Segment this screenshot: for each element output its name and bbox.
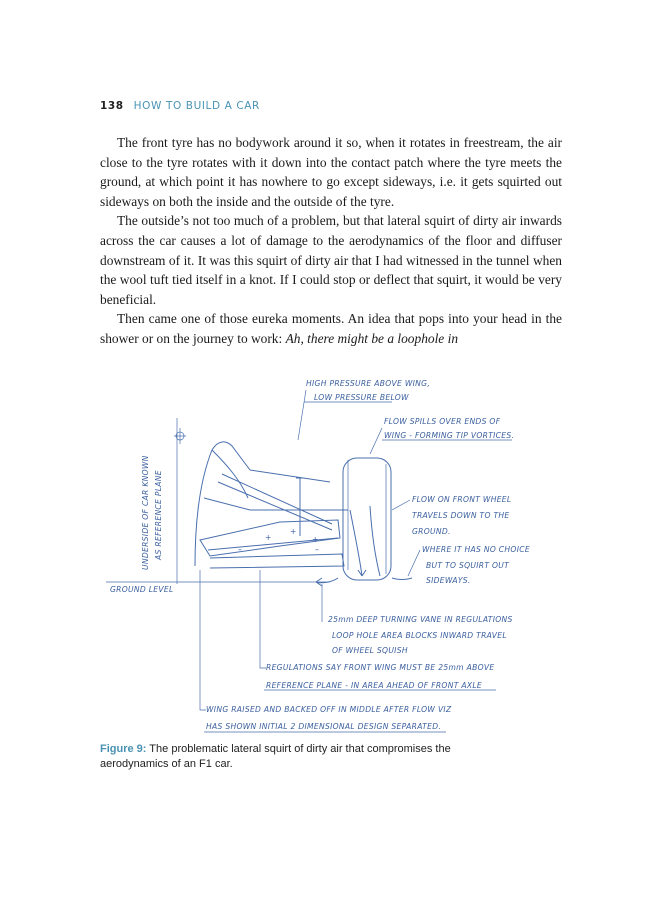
leader-wheel — [392, 500, 410, 510]
leader-choice — [408, 550, 420, 576]
leader-spill — [370, 428, 382, 454]
paragraph-2: The outside’s not too much of a problem, but that lateral squirt of dirty air inwards across the car causes a lot of damage to the aerodynamics of the floor and diffuser downstream of it. It was this squirt of dirty air that I had witnessed in the tunnel when the wool tuft tied itself in a knot. If I could stop or deflect that squirt, it would be very beneficial. — [100, 213, 562, 307]
note-regs-2: REFERENCE PLANE - IN AREA AHEAD OF FRONT AXLE — [266, 681, 482, 690]
upright — [296, 478, 304, 536]
running-head-title: HOW TO BUILD A CAR — [133, 100, 260, 112]
note-pressure-1: HIGH PRESSURE ABOVE WING, — [306, 379, 431, 388]
paragraph-1: The front tyre has no bodywork around it so, when it rotates in freestream, the air close to the tyre rotates with it down into the contact patch where the tyre meets the ground, at which point it has nowhere to go except sideways, i.e. it gets squirted out sideways on both the inside and the outside of the tyre. — [100, 135, 562, 209]
flow-arrow-down-2 — [370, 506, 380, 576]
leader-pressure — [298, 390, 306, 440]
paragraph-3 — [100, 309, 562, 348]
front-tyre — [343, 458, 391, 580]
flow-arrow-down — [350, 510, 366, 576]
figure-label: Figure 9: — [100, 743, 147, 755]
note-wheel-2: TRAVELS DOWN TO THE — [412, 511, 510, 520]
paragraph-3-italic: Ah, there might be a loophole in — [285, 330, 459, 346]
reference-plane — [204, 498, 348, 510]
front-wing-lower — [210, 554, 344, 568]
note-spill-1: FLOW SPILLS OVER ENDS OF — [384, 417, 501, 426]
page-number: 138 — [100, 100, 124, 112]
note-choice-1: WHERE IT HAS NO CHOICE — [422, 545, 530, 554]
note-choice-3: SIDEWAYS. — [426, 576, 471, 585]
plus-mark-1: + — [265, 533, 272, 542]
paragraph-3-lead: Then came one of those eureka moments. An idea that pops into your head in the shower or on the journey to work: — [100, 311, 562, 346]
ground-level-label: GROUND LEVEL — [110, 585, 174, 594]
tyre-sidewall — [348, 460, 386, 574]
front-wing-sketch — [100, 370, 562, 738]
leader-regs — [260, 570, 266, 668]
note-vane-3: OF WHEEL SQUISH — [332, 646, 408, 655]
plus-mark-3: + — [312, 535, 319, 544]
running-header — [100, 100, 260, 112]
figure-caption — [100, 742, 480, 772]
leader-raised — [200, 570, 206, 710]
note-wheel-1: FLOW ON FRONT WHEEL — [412, 495, 512, 504]
note-choice-2: BUT TO SQUIRT OUT — [426, 561, 510, 570]
note-pressure-2: LOW PRESSURE BELOW — [314, 393, 409, 402]
squirt-arrow-out — [392, 578, 412, 580]
plus-mark-2: + — [290, 527, 297, 536]
vertical-label-1: UNDERSIDE OF CAR KNOWN — [141, 455, 150, 570]
body-text — [100, 133, 562, 349]
note-vane-1: 25mm DEEP TURNING VANE IN REGULATIONS — [328, 615, 513, 624]
note-spill-2: WING - FORMING TIP VORTICES. — [384, 431, 515, 440]
vertical-label-2: AS REFERENCE PLANE — [154, 470, 163, 560]
note-wheel-3: GROUND. — [412, 527, 451, 536]
note-raised-1: WING RAISED AND BACKED OFF IN MIDDLE AFTER FLOW VIZ — [206, 705, 452, 714]
note-vane-2: LOOP HOLE AREA BLOCKS INWARD TRAVEL — [332, 631, 507, 640]
figure-sketch — [100, 370, 562, 738]
note-regs-1: REGULATIONS SAY FRONT WING MUST BE 25mm ABOVE — [266, 663, 495, 672]
minus-mark-2: – — [315, 545, 320, 554]
nose-inner — [212, 450, 248, 498]
centerline-symbol — [174, 428, 186, 444]
caption-text: The problematic lateral squirt of dirty air that compromises the aerodynamics of an F1 car. — [100, 743, 451, 770]
minus-mark-1: – — [238, 545, 243, 554]
note-raised-2: HAS SHOWN INITIAL 2 DIMENSIONAL DESIGN SEPARATED. — [206, 722, 442, 731]
